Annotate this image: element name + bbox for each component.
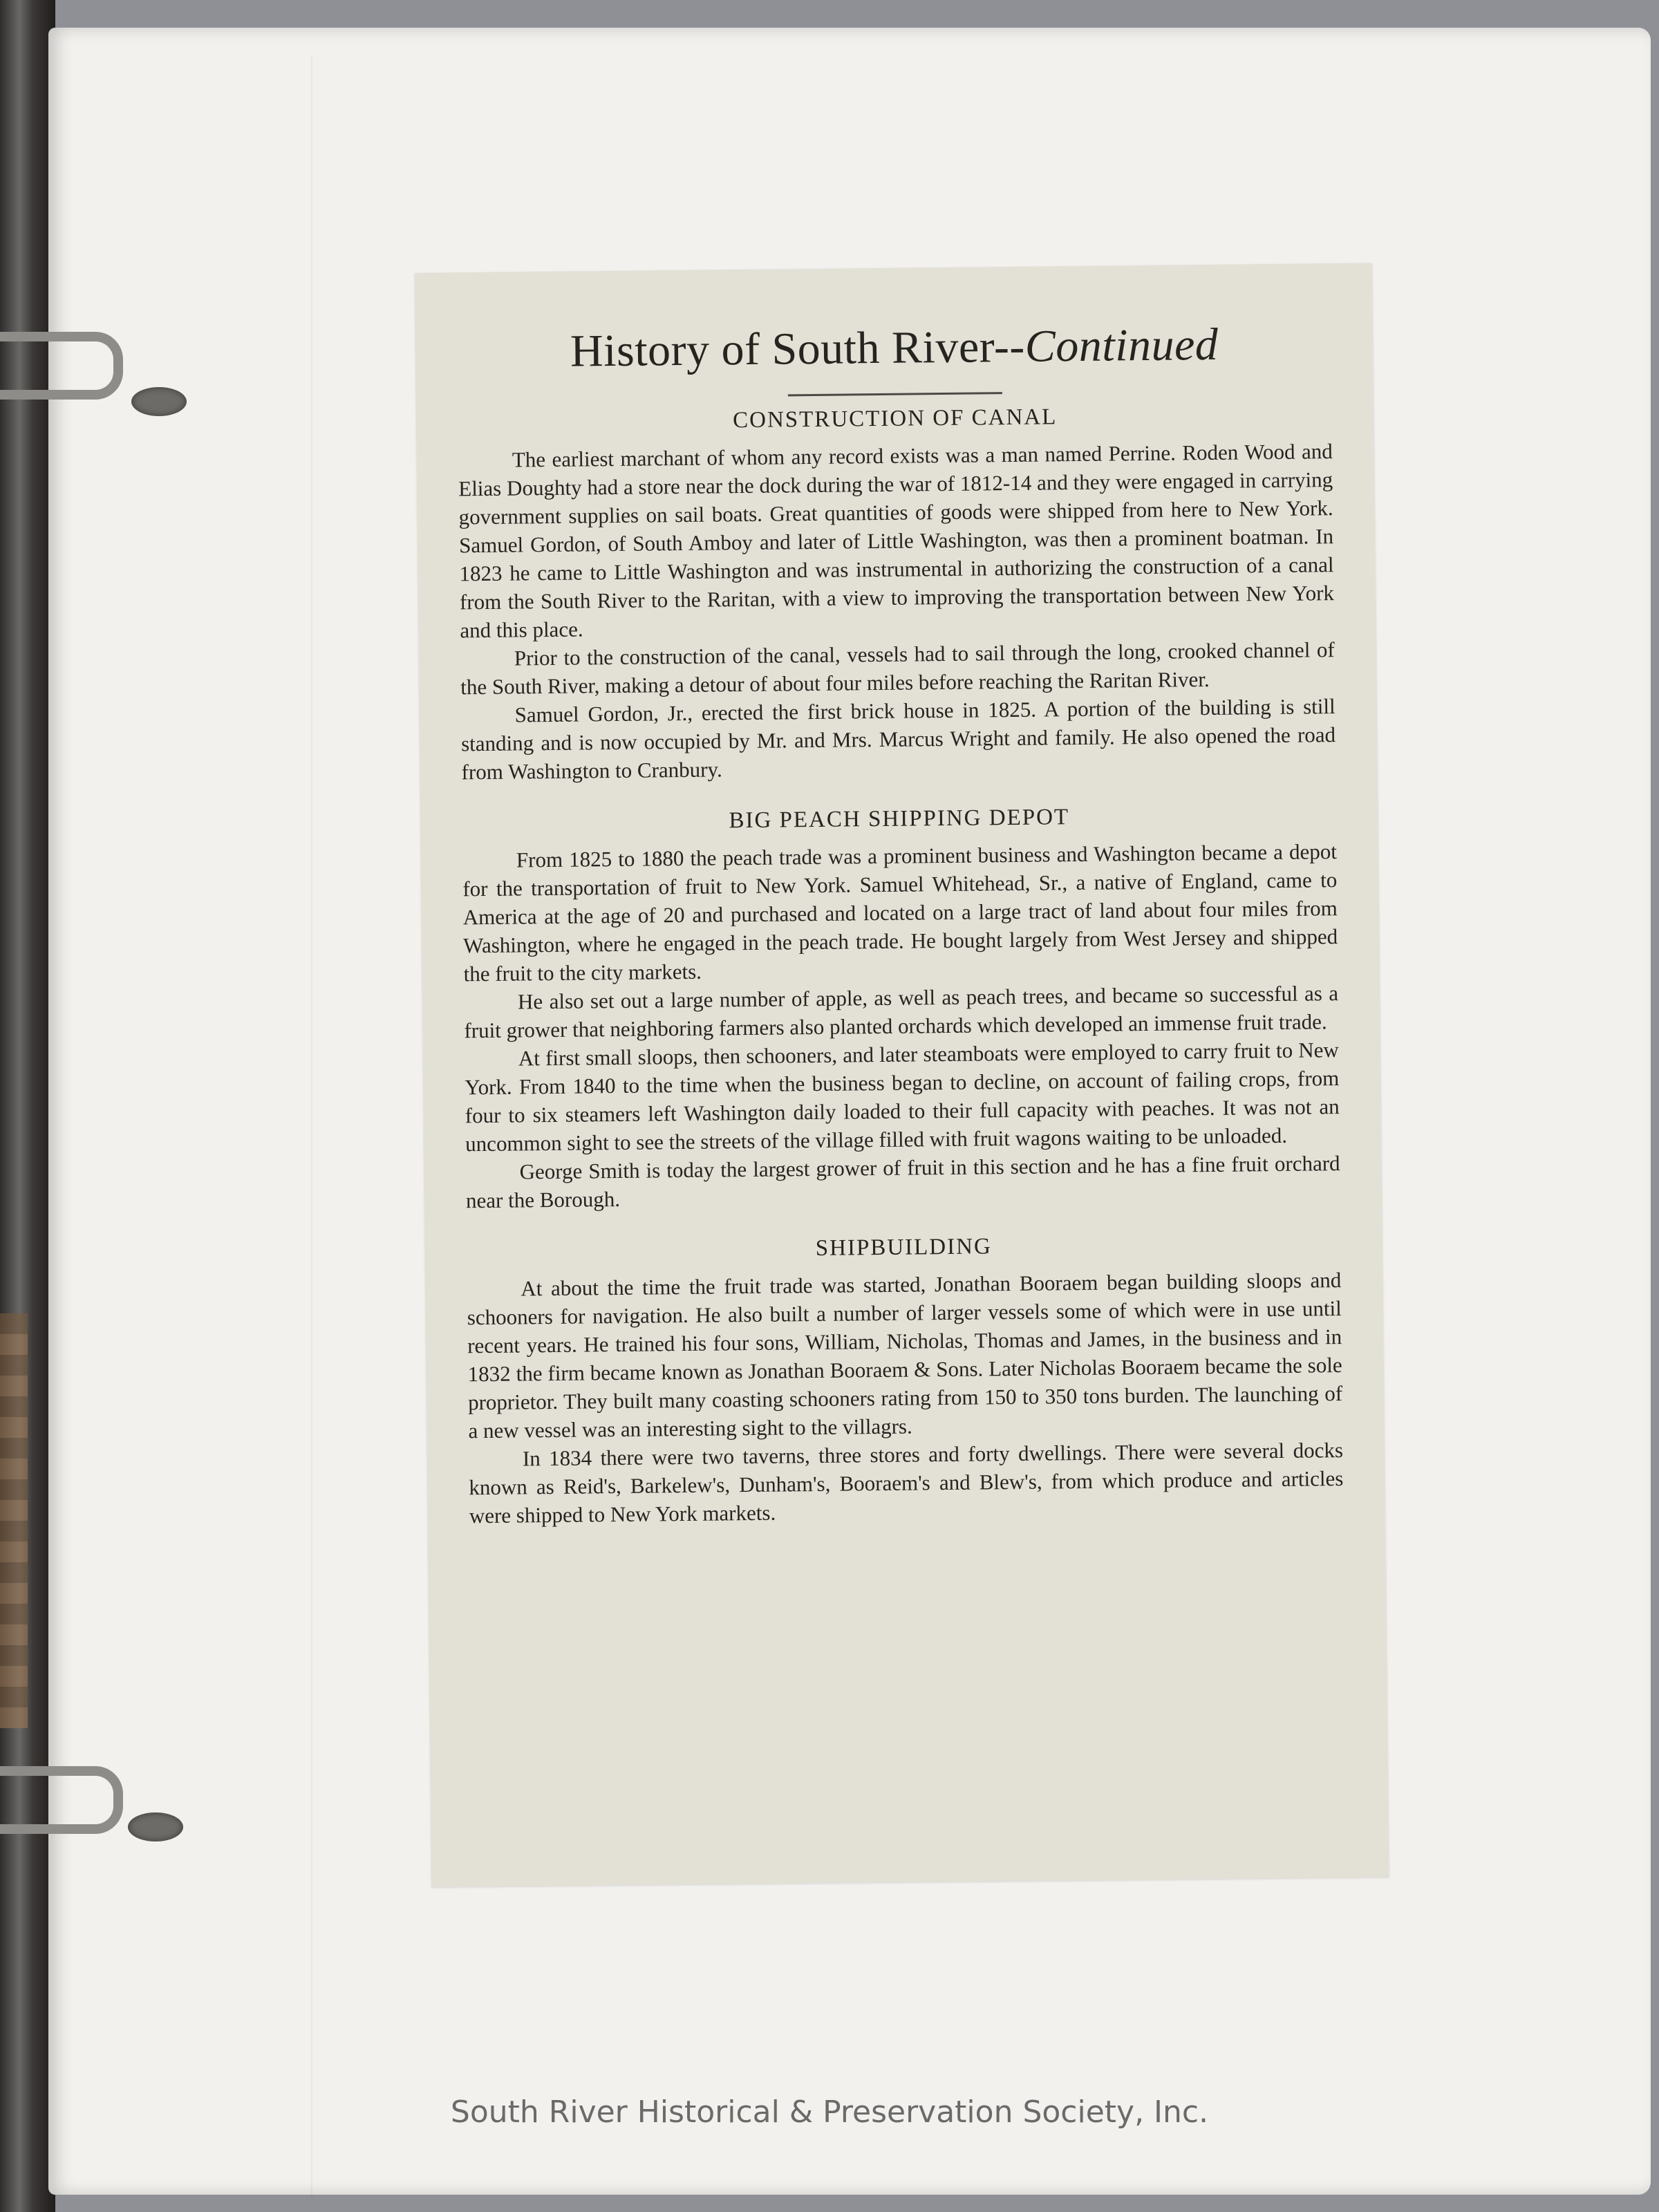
title-continued: Continued [1024, 319, 1219, 372]
section-shipbuilding [467, 1230, 1344, 1530]
binder-ring-top [0, 332, 123, 400]
paragraph: He also set out a large number of apple, as well as peach trees, and became so successful as a fruit grower that neighboring farmers also planted orchards which developed an immense fruit trade. [464, 981, 1339, 1043]
clipping-title [457, 316, 1332, 379]
section-construction-of-canal [458, 402, 1336, 786]
section-big-peach-shipping-depot [462, 802, 1340, 1215]
paragraph: The earliest marchant of whom any record exists was a man named Perrine. Roden Wood and Elias Doughty had a store near the dock during the war of 1812-14 and they were engaged in carrying government supplies on sail boats. Great quantities of goods were shipped from here to New York. Samuel Gordon, of South Amboy and later of Little Washington, was then a prominent boatman. In 1823 he came to Little Washington and was instrumental in authorizing the construction of a canal from the South River to the Raritan, with a view to improving the transportation between New York and this place. [458, 439, 1335, 643]
title-main: History of South River-- [570, 321, 1026, 377]
paragraph: At about the time the fruit trade was started, Jonathan Booraem began building sloops and schooners for navigation. He also built a number of larger vessels some of which were in use until recent years. He trained his four sons, William, Nicholas, Thomas and James, in the business and in 1832 the firm became known as Jonathan Booraem & Sons. Later Nicholas Booraem became the sole proprietor. They built many coasting schooners rating from 150 to 350 tons burden. The launching of a new vessel was an interesting sight to the villagrs. [467, 1268, 1343, 1443]
punch-hole-bottom [128, 1812, 183, 1841]
paragraph: George Smith is today the largest grower of fruit in this section and he has a fine fruit orchard near the Borough. [465, 1151, 1340, 1213]
paragraph: Samuel Gordon, Jr., erected the first brick house in 1825. A portion of the building is still standing and is now occupied by Mr. and Mrs. Marcus Wright and family. He also opened the road from Washington to Cranbury. [460, 694, 1336, 785]
footer-credit: South River Historical & Preservation Society, Inc. [450, 2094, 1209, 2130]
newspaper-clipping [415, 263, 1389, 1886]
paragraph: At first small sloops, then schooners, and later steamboats were employed to carry fruit to New York. From 1840 to the time when the business began to decline, on account of failing crops, from four to six steamers left Washington daily loaded to their full capacity with peaches. It was not an uncommon sight to see the streets of the village filled with fruit wagons waiting to be unloaded. [465, 1038, 1340, 1156]
section-heading: SHIPBUILDING [815, 1234, 992, 1262]
page-margin-line [311, 55, 312, 2198]
title-divider [787, 392, 1002, 396]
section-heading: CONSTRUCTION OF CANAL [732, 404, 1058, 433]
punch-hole-top [131, 387, 187, 416]
section-heading: BIG PEACH SHIPPING DEPOT [729, 805, 1070, 834]
paragraph: From 1825 to 1880 the peach trade was a prominent business and Washington became a depot for the transportation of fruit to New York. Samuel Whitehead, Sr., a native of England, came to America at the age of 20 and purchased and located on a large tract of land about four miles from Washington, where he engaged in the peach trade. He bought largely from West Jersey and shipped the fruit to the city markets. [462, 839, 1338, 986]
binder-edge-strip [0, 1313, 28, 1728]
paragraph: In 1834 there were two taverns, three stores and forty dwellings. There were several docks known as Reid's, Barkelew's, Dunham's, Booraem's and Blew's, from which produce and articles were shipped to New York markets. [469, 1438, 1344, 1528]
binder-ring-bottom [0, 1766, 123, 1834]
paragraph: Prior to the construction of the canal, vessels had to sail through the long, crooked channel of the South River, making a detour of about four miles before reaching the Raritan River. [460, 637, 1335, 700]
